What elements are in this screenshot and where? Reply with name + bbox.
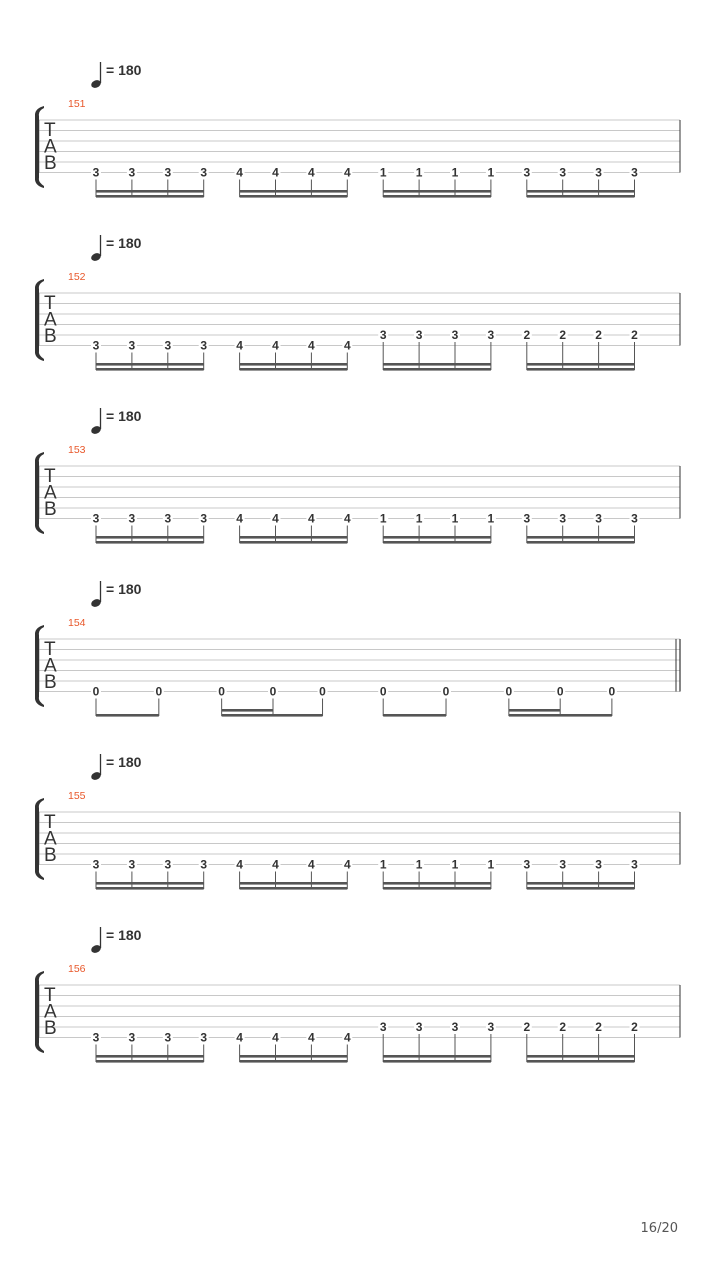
tab-system <box>35 62 680 198</box>
fret-number: 2 <box>559 328 567 342</box>
fret-number: 2 <box>631 328 638 342</box>
fret-number: 3 <box>631 511 638 526</box>
fret-number: 3 <box>128 165 136 180</box>
tab-clef-letter: A <box>44 482 57 504</box>
beam <box>509 714 612 717</box>
beam <box>383 714 446 717</box>
beam <box>96 541 204 544</box>
beam <box>96 368 204 371</box>
fret-number: 4 <box>272 857 279 872</box>
tab-clef-letter: A <box>44 655 57 677</box>
tempo-marking <box>90 408 142 435</box>
beam <box>96 714 159 717</box>
beam <box>527 536 635 539</box>
fret-number: 0 <box>218 684 225 699</box>
tab-clef-letter: B <box>44 153 57 174</box>
fret-number: 3 <box>523 511 531 526</box>
fret-number: 3 <box>164 165 172 180</box>
fret-number: 3 <box>415 1020 423 1034</box>
beam <box>509 709 560 712</box>
fret-number: 4 <box>343 511 351 526</box>
beam <box>240 536 348 539</box>
fret-number: 4 <box>236 857 243 872</box>
beam <box>383 887 491 890</box>
tab-clef-letter: B <box>44 1018 57 1039</box>
beam <box>96 536 204 539</box>
fret-number: 0 <box>92 684 100 699</box>
fret-number: 3 <box>200 857 208 872</box>
beam <box>383 363 491 366</box>
beam <box>240 1060 348 1063</box>
fret-number: 0 <box>269 684 277 699</box>
fret-number: 2 <box>559 1020 567 1034</box>
fret-number: 3 <box>631 857 638 872</box>
fret-number: 3 <box>200 338 208 353</box>
fret-number: 3 <box>128 1030 136 1045</box>
tab-clef-letter: A <box>44 1001 57 1023</box>
fret-number: 1 <box>415 511 423 526</box>
fret-number: 3 <box>92 511 100 526</box>
fret-number: 4 <box>272 338 279 353</box>
page-number: 16/20 <box>640 1221 678 1236</box>
beam <box>383 882 491 885</box>
beam <box>527 882 635 885</box>
fret-number: 4 <box>308 857 315 872</box>
beam <box>240 363 348 366</box>
beam <box>96 887 204 890</box>
tab-clef-letter: A <box>44 309 57 331</box>
measure-number: 152 <box>68 271 86 283</box>
fret-number: 4 <box>236 338 243 353</box>
tempo-label: = 180 <box>106 235 142 251</box>
beam <box>240 887 348 890</box>
tab-clef-letter: A <box>44 828 57 850</box>
tab-clef-letter: T <box>44 466 56 487</box>
fret-number: 3 <box>164 1030 172 1045</box>
beam <box>383 190 491 193</box>
fret-number: 1 <box>451 857 459 872</box>
tab-clef-letter: T <box>44 293 56 314</box>
fret-number: 1 <box>379 857 387 872</box>
beam <box>383 1060 491 1063</box>
tempo-marking <box>90 927 142 954</box>
fret-number: 3 <box>523 857 531 872</box>
fret-number: 3 <box>559 511 567 526</box>
beam <box>96 363 204 366</box>
fret-number: 4 <box>343 1030 351 1045</box>
fret-number: 3 <box>487 1020 495 1034</box>
tempo-label: = 180 <box>106 754 142 770</box>
fret-number: 3 <box>451 328 459 342</box>
tempo-label: = 180 <box>106 581 142 597</box>
fret-number: 2 <box>595 1020 602 1034</box>
fret-number: 3 <box>128 338 136 353</box>
measure-number: 154 <box>68 617 86 629</box>
fret-number: 0 <box>319 684 326 699</box>
beam <box>527 195 635 198</box>
fret-number: 3 <box>379 328 387 342</box>
beam <box>240 541 348 544</box>
fret-number: 4 <box>343 857 351 872</box>
fret-number: 3 <box>128 857 136 872</box>
tab-system <box>35 581 680 717</box>
fret-number: 1 <box>487 857 495 872</box>
fret-number: 4 <box>308 338 315 353</box>
fret-number: 3 <box>200 511 208 526</box>
tempo-label: = 180 <box>106 408 142 424</box>
beam <box>222 714 323 717</box>
beam <box>527 887 635 890</box>
beam <box>96 195 204 198</box>
beam <box>222 709 273 712</box>
fret-number: 4 <box>236 511 243 526</box>
fret-number: 2 <box>631 1020 638 1034</box>
fret-number: 1 <box>451 165 459 180</box>
fret-number: 4 <box>236 165 243 180</box>
fret-number: 3 <box>92 338 100 353</box>
beam <box>383 368 491 371</box>
tab-clef-letter: B <box>44 845 57 866</box>
fret-number: 3 <box>200 165 208 180</box>
beam <box>383 195 491 198</box>
fret-number: 4 <box>308 1030 315 1045</box>
tempo-label: = 180 <box>106 62 142 78</box>
beam <box>240 368 348 371</box>
fret-number: 4 <box>272 511 279 526</box>
tab-clef-letter: T <box>44 812 56 833</box>
fret-number: 0 <box>505 684 513 699</box>
beam <box>240 190 348 193</box>
fret-number: 0 <box>442 684 450 699</box>
fret-number: 3 <box>451 1020 459 1034</box>
tab-clef-letter: T <box>44 639 56 660</box>
tempo-label: = 180 <box>106 927 142 943</box>
fret-number: 1 <box>379 165 387 180</box>
beam <box>240 1055 348 1058</box>
tab-system <box>35 927 680 1063</box>
fret-number: 1 <box>415 857 423 872</box>
fret-number: 0 <box>608 684 616 699</box>
fret-number: 4 <box>343 165 351 180</box>
tab-system <box>35 235 680 371</box>
fret-number: 4 <box>343 338 351 353</box>
beam <box>96 1060 204 1063</box>
tempo-marking <box>90 581 142 608</box>
beam <box>383 1055 491 1058</box>
tempo-marking <box>90 754 142 781</box>
fret-number: 0 <box>155 684 163 699</box>
fret-number: 3 <box>559 165 567 180</box>
measure-number: 151 <box>68 98 86 110</box>
beam <box>240 882 348 885</box>
fret-number: 3 <box>595 165 602 180</box>
tab-clef-letter: A <box>44 136 57 158</box>
fret-number: 4 <box>236 1030 243 1045</box>
fret-number: 3 <box>523 165 531 180</box>
tab-system <box>35 408 680 544</box>
beam <box>96 1055 204 1058</box>
fret-number: 1 <box>451 511 459 526</box>
fret-number: 3 <box>164 511 172 526</box>
fret-number: 4 <box>308 511 315 526</box>
fret-number: 1 <box>487 511 495 526</box>
fret-number: 3 <box>631 165 638 180</box>
fret-number: 3 <box>559 857 567 872</box>
measure-number: 155 <box>68 790 86 802</box>
fret-number: 1 <box>415 165 423 180</box>
tab-clef-letter: B <box>44 672 57 693</box>
beam <box>527 363 635 366</box>
beam <box>240 195 348 198</box>
fret-number: 3 <box>92 1030 100 1045</box>
beam <box>527 190 635 193</box>
fret-number: 3 <box>164 338 172 353</box>
fret-number: 2 <box>595 328 602 342</box>
fret-number: 3 <box>128 511 136 526</box>
fret-number: 0 <box>379 684 387 699</box>
fret-number: 3 <box>200 1030 208 1045</box>
fret-number: 3 <box>595 511 602 526</box>
fret-number: 4 <box>308 165 315 180</box>
tab-system <box>35 754 680 890</box>
beam <box>383 541 491 544</box>
beam <box>96 882 204 885</box>
fret-number: 1 <box>487 165 495 180</box>
fret-number: 1 <box>379 511 387 526</box>
fret-number: 2 <box>523 1020 531 1034</box>
beam <box>527 541 635 544</box>
tempo-marking <box>90 62 142 89</box>
tab-clef-letter: T <box>44 120 56 141</box>
fret-number: 3 <box>415 328 423 342</box>
fret-number: 4 <box>272 165 279 180</box>
fret-number: 3 <box>487 328 495 342</box>
measure-number: 156 <box>68 963 86 975</box>
beam <box>383 536 491 539</box>
tab-clef-letter: B <box>44 499 57 520</box>
beam <box>527 1060 635 1063</box>
fret-number: 3 <box>92 165 100 180</box>
fret-number: 3 <box>92 857 100 872</box>
fret-number: 3 <box>164 857 172 872</box>
fret-number: 3 <box>595 857 602 872</box>
beam <box>527 368 635 371</box>
fret-number: 0 <box>556 684 564 699</box>
fret-number: 2 <box>523 328 531 342</box>
tab-clef-letter: B <box>44 326 57 347</box>
tempo-marking <box>90 235 142 262</box>
beam <box>527 1055 635 1058</box>
fret-number: 3 <box>379 1020 387 1034</box>
fret-number: 4 <box>272 1030 279 1045</box>
beam <box>96 190 204 193</box>
measure-number: 153 <box>68 444 86 456</box>
tab-clef-letter: T <box>44 985 56 1006</box>
